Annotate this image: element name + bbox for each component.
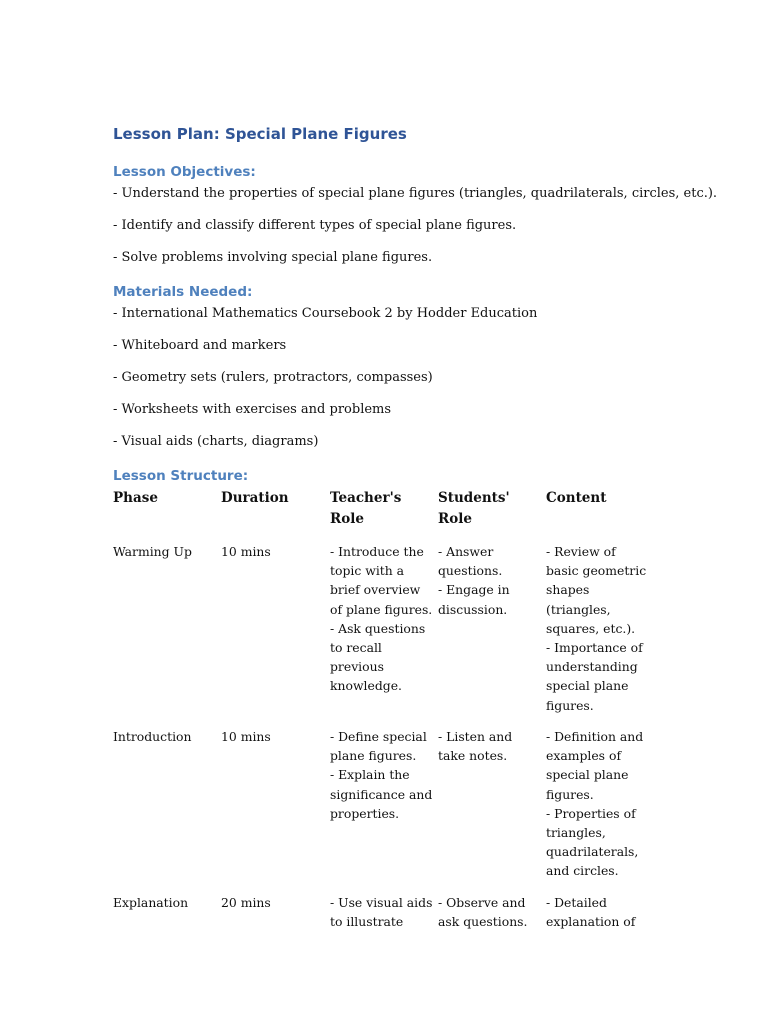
table-cell-content: - Definition and examples of special plane figures. - Properties of triangles, quadrilaterals, and circles. xyxy=(546,729,644,879)
objectives-heading: Lesson Objectives: xyxy=(113,164,256,180)
table-cell-duration: 20 mins xyxy=(221,895,271,910)
page-title: Lesson Plan: Special Plane Figures xyxy=(113,125,407,143)
material-item: - Whiteboard and markers xyxy=(113,338,287,353)
objective-item: - Understand the properties of special plane figures (triangles, quadrilaterals, circles, etc.). xyxy=(113,186,718,201)
column-header-phase: Phase xyxy=(113,490,158,506)
column-header-students-role: Students' Role xyxy=(438,490,510,527)
table-cell-content: - Review of basic geometric shapes (triangles, squares, etc.). - Importance of understanding special plane figures. xyxy=(546,544,647,713)
table-cell-students-role: - Listen and take notes. xyxy=(438,729,513,764)
table-cell-phase: Explanation xyxy=(113,895,189,910)
table-cell-phase: Warming Up xyxy=(113,544,192,559)
table-cell-teacher-role: - Introduce the topic with a brief overview of plane figures. - Ask questions to recall previous knowledge. xyxy=(330,544,433,694)
material-item: - International Mathematics Coursebook 2 by Hodder Education xyxy=(113,306,538,321)
table-cell-duration: 10 mins xyxy=(221,729,271,744)
table-cell-students-role: - Observe and ask questions. xyxy=(438,895,528,930)
table-cell-teacher-role: - Use visual aids to illustrate xyxy=(330,895,433,930)
material-item: - Geometry sets (rulers, protractors, compasses) xyxy=(113,370,433,385)
objective-item: - Solve problems involving special plane figures. xyxy=(113,250,433,265)
table-cell-content: - Detailed explanation of xyxy=(546,895,636,930)
structure-heading: Lesson Structure: xyxy=(113,468,249,484)
column-header-teacher-role: Teacher's Role xyxy=(330,490,402,527)
table-cell-phase: Introduction xyxy=(113,729,192,744)
table-cell-duration: 10 mins xyxy=(221,544,271,559)
table-cell-teacher-role: - Define special plane figures. - Explain the significance and properties. xyxy=(330,729,433,821)
material-item: - Visual aids (charts, diagrams) xyxy=(113,434,319,449)
objective-item: - Identify and classify different types of special plane figures. xyxy=(113,218,517,233)
column-header-content: Content xyxy=(546,490,607,506)
column-header-duration: Duration xyxy=(221,490,289,506)
table-cell-students-role: - Answer questions. - Engage in discussion. xyxy=(438,544,510,617)
material-item: - Worksheets with exercises and problems xyxy=(113,402,392,417)
materials-heading: Materials Needed: xyxy=(113,284,253,300)
